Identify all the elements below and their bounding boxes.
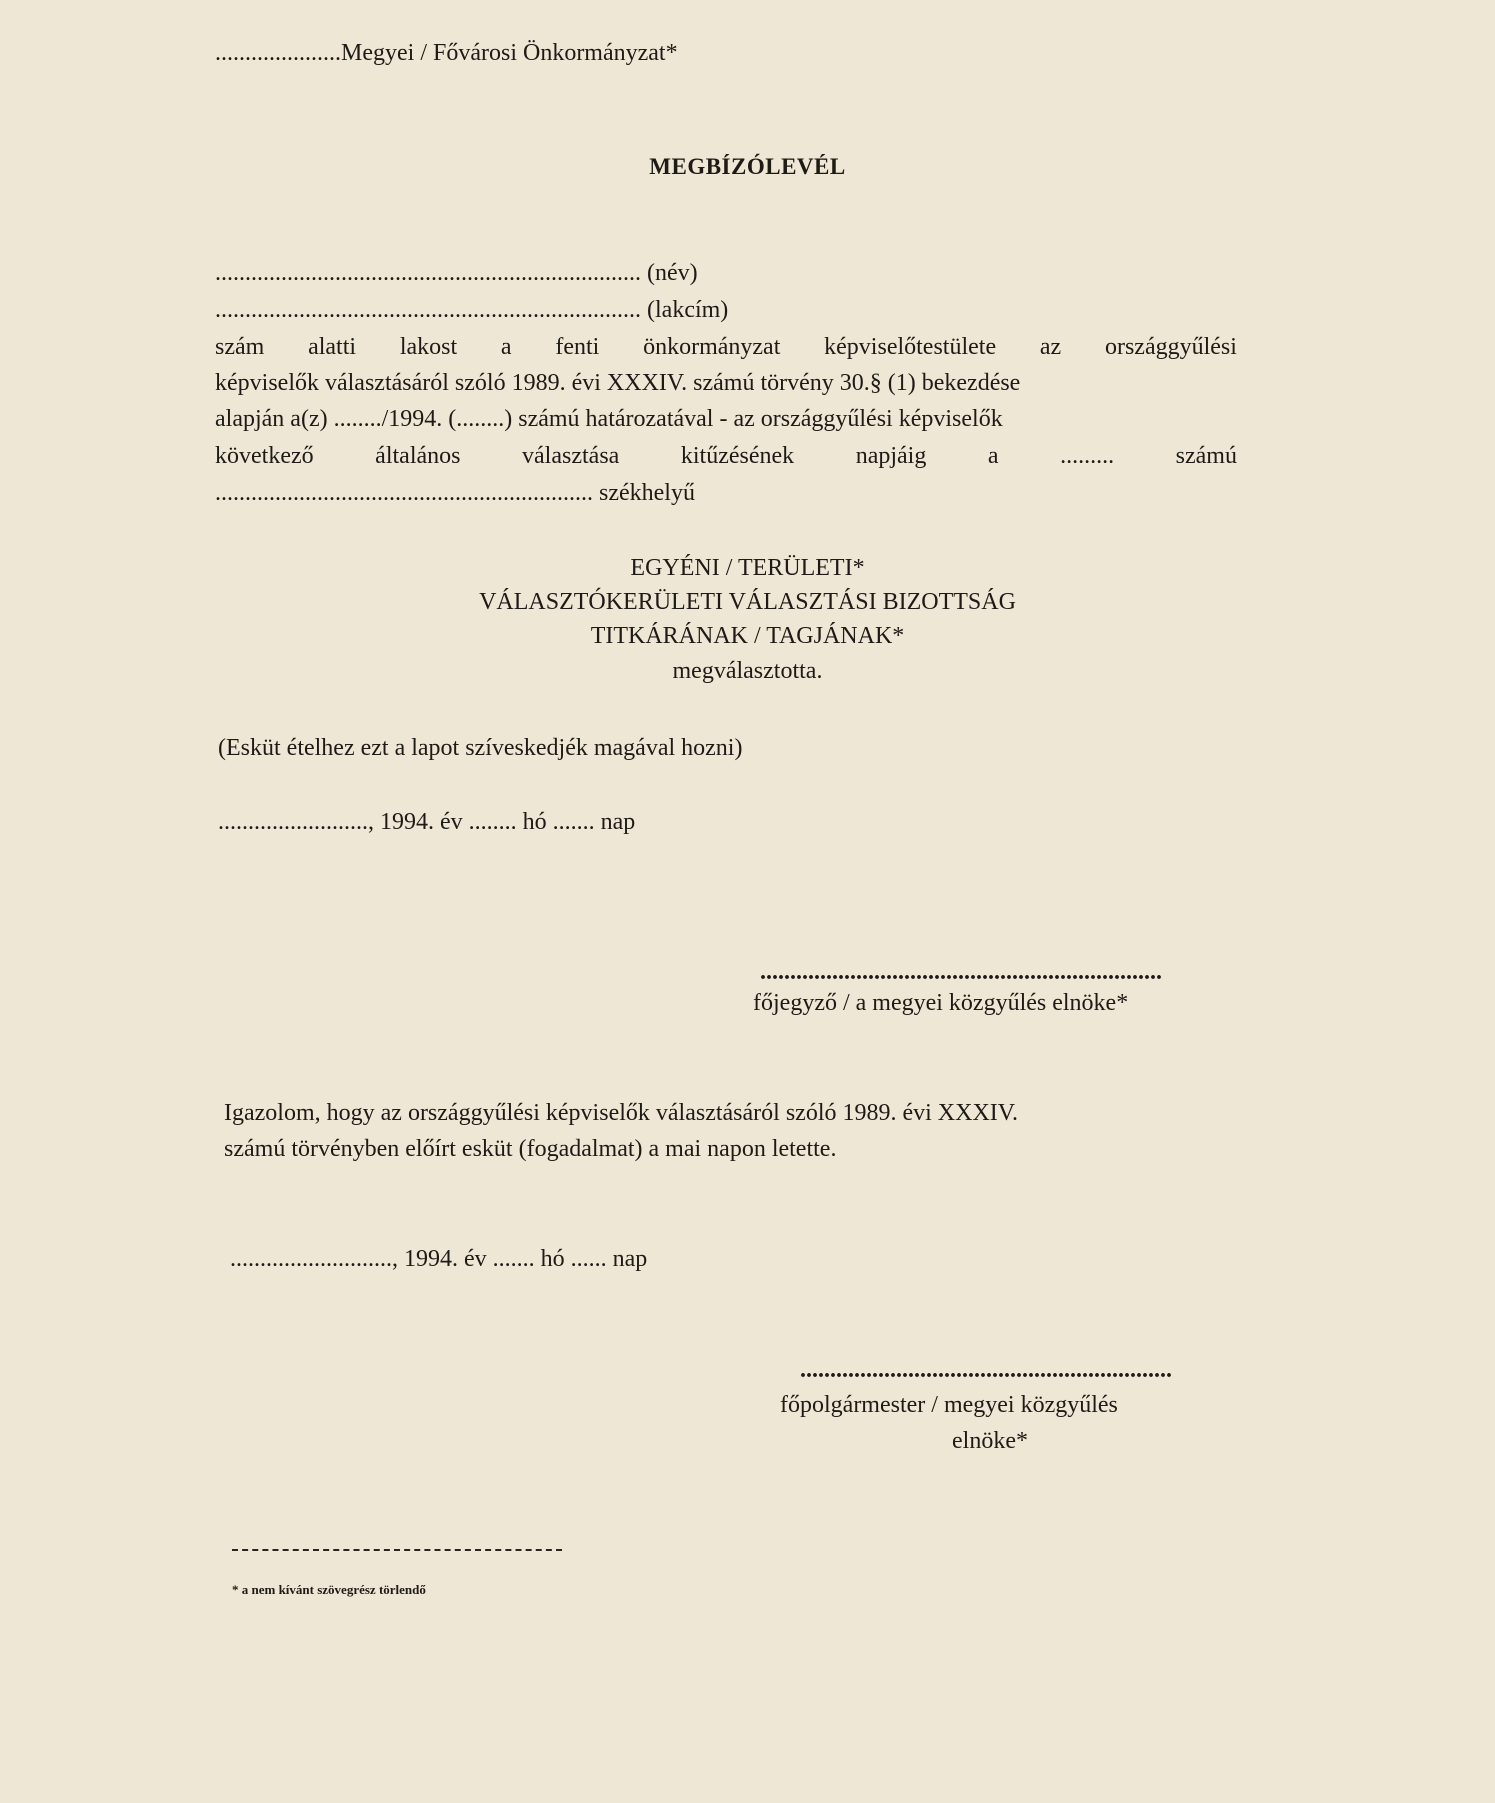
footnote-separator	[232, 1549, 562, 1551]
name-field-line: ....................................................................... (név)	[215, 260, 698, 286]
certification-line-1: Igazolom, hogy az országgyűlési képviselők választásáról szóló 1989. évi XXXIV.	[224, 1100, 1019, 1126]
body-line-1	[215, 332, 1237, 362]
body-word: alatti	[308, 334, 357, 360]
signature-line-1: ...................................................................	[760, 959, 1162, 985]
signature-role-2b: elnöke*	[952, 1428, 1028, 1454]
body-word: országgyűlési	[1104, 334, 1237, 360]
certification-line-2: számú törvényben előírt esküt (fogadalmat) a mai napon letette.	[224, 1136, 837, 1162]
oath-note: (Esküt ételhez ezt a lapot szíveskedjék magával hozni)	[218, 735, 743, 761]
body-word: az	[1039, 334, 1062, 360]
date-line-2: ..........................., 1994. év ....... hó ...... nap	[230, 1246, 648, 1272]
body-line-2: képviselők választásáról szóló 1989. évi XXXIV. számú törvény 30.§ (1) bekezdése	[215, 370, 1021, 396]
committee-line-3: TITKÁRÁNAK / TAGJÁNAK*	[590, 623, 905, 649]
body-line-3: alapján a(z) ......../1994. (........) számú határozatával - az országgyűlési képviselők	[215, 406, 1003, 432]
body-word: képviselőtestülete	[824, 334, 997, 360]
body-line-4	[215, 441, 1237, 471]
body-word: napjáig	[855, 443, 927, 469]
body-word: önkormányzat	[643, 334, 781, 360]
signature-role-2: főpolgármester / megyei közgyűlés	[780, 1392, 1118, 1418]
body-word: a	[987, 443, 999, 469]
document-title: MEGBÍZÓLEVÉL	[649, 154, 846, 179]
committee-line-2: VÁLASZTÓKERÜLETI VÁLASZTÁSI BIZOTTSÁG	[479, 589, 1016, 615]
body-word: választása	[522, 443, 620, 469]
body-word: kitűzésének	[680, 443, 795, 469]
body-word: a	[500, 334, 512, 360]
body-word: lakost	[399, 334, 458, 360]
footnote: * a nem kívánt szövegrész törlendő	[232, 1582, 426, 1597]
address-field-line: ....................................................................... (lakcím)	[215, 297, 729, 323]
body-word: .........	[1060, 443, 1115, 469]
body-word: számú	[1175, 443, 1237, 469]
signature-role-1: főjegyző / a megyei közgyűlés elnöke*	[753, 990, 1129, 1016]
body-word: következő	[215, 443, 314, 469]
committee-line-1: EGYÉNI / TERÜLETI*	[630, 555, 865, 581]
signature-line-2: ..............................................................	[800, 1357, 1172, 1383]
body-word: szám	[215, 334, 265, 360]
body-word: fenti	[555, 334, 600, 360]
date-line-1: ........................., 1994. év ........ hó ....... nap	[218, 809, 636, 835]
authority-line: .....................Megyei / Fővárosi Önkormányzat*	[215, 40, 678, 66]
committee-line-4: megválasztotta.	[672, 658, 823, 684]
body-word: általános	[375, 443, 461, 469]
body-line-5: ............................................................... székhelyű	[215, 480, 695, 506]
